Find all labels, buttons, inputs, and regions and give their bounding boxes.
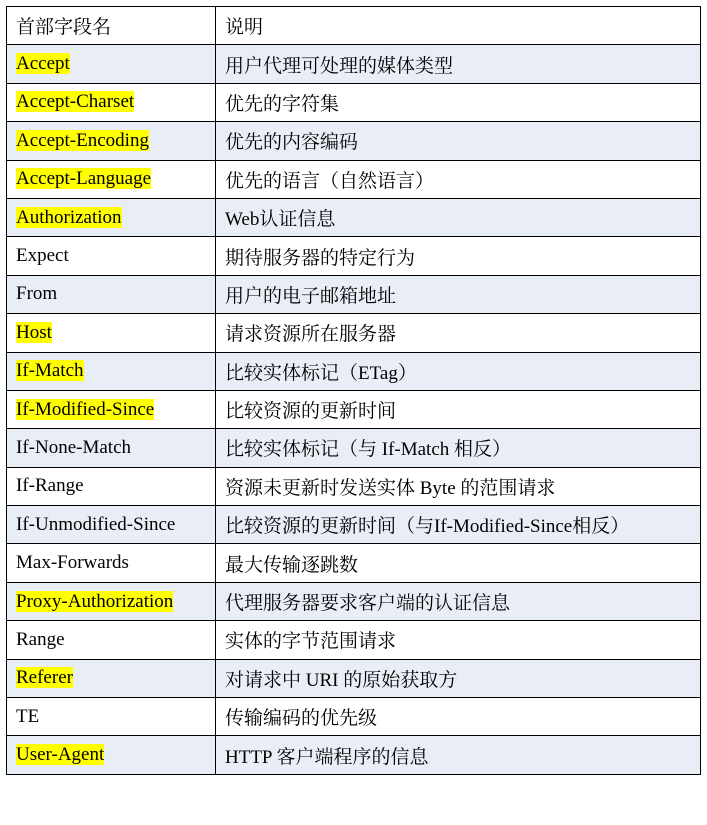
field-description: 用户代理可处理的媒体类型 [216,45,701,83]
field-description: 期待服务器的特定行为 [216,237,701,275]
field-name: If-Unmodified-Since [16,513,176,535]
field-description: 代理服务器要求客户端的认证信息 [216,582,701,620]
field-name: Accept [16,53,70,75]
field-name-cell [7,83,216,121]
field-description: 请求资源所在服务器 [216,314,701,352]
table-row [7,698,701,736]
field-description: 比较资源的更新时间（与If-Modified-Since相反） [216,506,701,544]
field-name: Max-Forwards [16,552,129,574]
table-row [7,390,701,428]
field-name: Accept-Language [16,168,152,190]
table-row [7,659,701,697]
field-name-cell [7,352,216,390]
field-name: From [16,283,58,305]
table-row [7,467,701,505]
field-name-cell [7,544,216,582]
field-name-cell [7,160,216,198]
table-row [7,83,701,121]
field-name: Proxy-Authorization [16,590,174,612]
table-row [7,544,701,582]
table-row [7,621,701,659]
field-name: If-Range [16,475,84,497]
field-name-cell [7,237,216,275]
table-row [7,506,701,544]
field-name-cell [7,275,216,313]
field-description: 用户的电子邮箱地址 [216,275,701,313]
field-description: 资源未更新时发送实体 Byte 的范围请求 [216,467,701,505]
table-row [7,122,701,160]
field-description: 对请求中 URI 的原始获取方 [216,659,701,697]
field-description: 实体的字节范围请求 [216,621,701,659]
table-header-row [7,7,701,45]
field-description: 最大传输逐跳数 [216,544,701,582]
field-name-cell [7,467,216,505]
header-fields-table [6,6,701,775]
field-description: 比较实体标记（ETag） [216,352,701,390]
table-row [7,275,701,313]
table-row [7,736,701,774]
table-row [7,45,701,83]
field-name: Referer [16,667,73,689]
field-name: Range [16,628,65,650]
header-description: 说明 [216,7,701,45]
table-body [7,45,701,774]
field-description: 传输编码的优先级 [216,698,701,736]
field-name-cell [7,314,216,352]
table-row [7,160,701,198]
field-name: User-Agent [16,744,105,766]
table-row [7,582,701,620]
field-name-cell [7,390,216,428]
field-description: 优先的内容编码 [216,122,701,160]
field-name: Expect [16,245,69,267]
field-name-cell [7,659,216,697]
table-row [7,429,701,467]
field-name: If-Modified-Since [16,398,155,420]
field-description: HTTP 客户端程序的信息 [216,736,701,774]
field-name: Accept-Charset [16,91,135,113]
table-row [7,314,701,352]
field-name-cell [7,198,216,236]
field-description: Web认证信息 [216,198,701,236]
field-name: Authorization [16,206,122,228]
field-name-cell [7,45,216,83]
field-name-cell [7,122,216,160]
field-name-cell [7,506,216,544]
field-name: If-Match [16,360,84,382]
field-name-cell [7,621,216,659]
field-name-cell [7,736,216,774]
field-name-cell [7,429,216,467]
field-description: 优先的语言（自然语言） [216,160,701,198]
header-field-name: 首部字段名 [7,7,216,45]
field-name-cell [7,582,216,620]
field-name: If-None-Match [16,436,132,458]
table-row [7,198,701,236]
field-name-cell [7,698,216,736]
field-description: 优先的字符集 [216,83,701,121]
field-name: Accept-Encoding [16,129,149,151]
field-description: 比较实体标记（与 If-Match 相反） [216,429,701,467]
table-row [7,237,701,275]
table-row [7,352,701,390]
field-description: 比较资源的更新时间 [216,390,701,428]
field-name: TE [16,705,40,727]
field-name: Host [16,321,52,343]
